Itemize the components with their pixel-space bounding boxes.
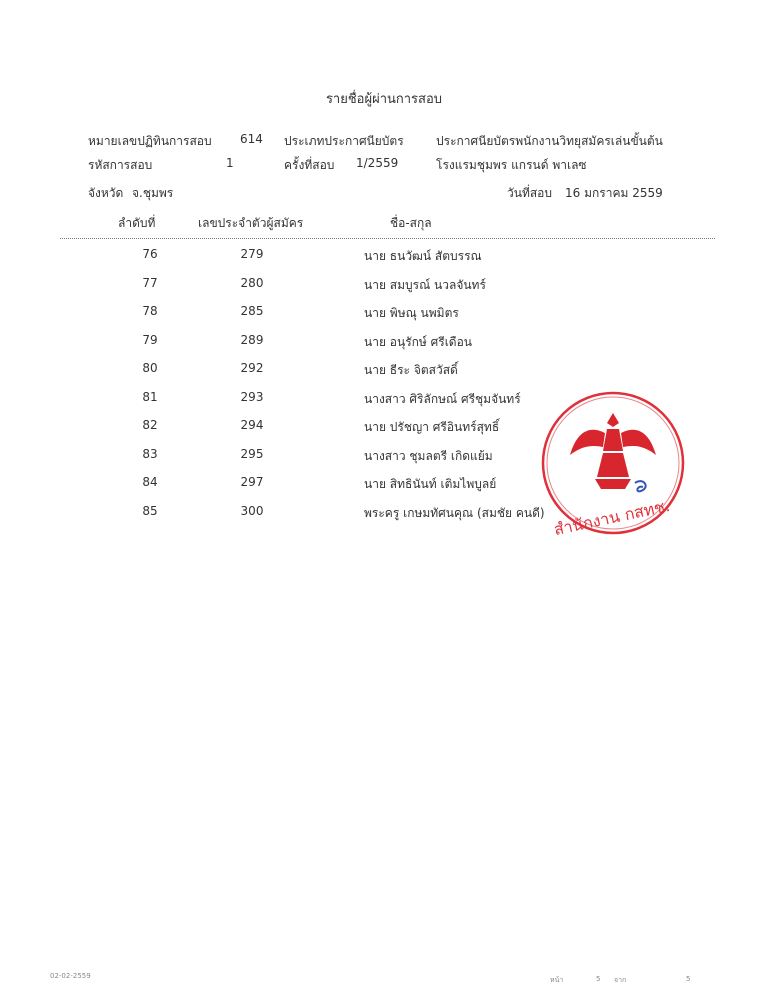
name-cell: พระครู เกษมทัศนคุณ (สมชัย คนดี): [364, 505, 545, 520]
date-label: วันที่สอบ: [507, 186, 552, 200]
order-cell: 77: [142, 275, 158, 290]
order-cell: 76: [142, 247, 158, 261]
order-cell: 85: [142, 503, 158, 518]
applicant-id-cell: 279: [240, 247, 264, 261]
order-cell: 82: [142, 418, 158, 432]
order-cell: 83: [142, 446, 158, 461]
table-row: [0, 276, 768, 296]
schedule-label: หมายเลขปฏิทินการสอบ: [88, 134, 212, 148]
total-pages: 5: [686, 975, 691, 983]
name-cell: นาย สิทธินันท์ เติมไพบูลย์: [364, 477, 497, 491]
order-cell: 79: [142, 332, 158, 347]
table-row: [0, 304, 768, 324]
applicant-id-cell: 285: [240, 304, 264, 318]
name-cell: นาย พิษณุ นพมิตร: [364, 306, 459, 320]
column-header-order: ลำดับที่: [118, 216, 156, 230]
official-seal-stamp: [535, 383, 685, 543]
venue: โรงแรมชุมพร แกรนด์ พาเลซ: [436, 158, 587, 172]
page-number: 5: [596, 975, 601, 983]
schedule-value: 614: [240, 132, 263, 146]
applicant-id-cell: 289: [240, 332, 264, 347]
exam-code-value: 1: [226, 156, 234, 170]
applicant-id-cell: 293: [240, 389, 264, 404]
of-label: จาก: [614, 976, 627, 984]
table-row: [0, 333, 768, 353]
order-cell: 84: [142, 475, 158, 489]
header-divider: [60, 238, 715, 239]
page-label: หน้า: [550, 976, 564, 984]
cert-type-value: ประกาศนียบัตรพนักงานวิทยุสมัครเล่นขั้นต้น: [436, 134, 663, 148]
print-date: 02-02-2559: [50, 972, 91, 980]
province-label: จังหวัด: [88, 186, 124, 200]
name-cell: นาย ธีระ จิตสวัสดิ์: [364, 363, 458, 377]
applicant-id-cell: 297: [240, 475, 264, 489]
name-cell: นาย อนุรักษ์ ศรีเดือน: [364, 334, 472, 349]
round-value: 1/2559: [356, 156, 399, 170]
page-title: รายชื่อผู้ผ่านการสอบ: [325, 92, 443, 107]
province-value: จ.ชุมพร: [132, 186, 174, 200]
column-header-name: ชื่อ-สกุล: [390, 216, 432, 230]
applicant-id-cell: 300: [240, 503, 264, 518]
order-cell: 80: [142, 361, 158, 375]
date-value: 16 มกราคม 2559: [565, 186, 663, 200]
applicant-id-cell: 294: [240, 418, 264, 432]
stamp-text: สำนักงาน กสทช.: [552, 496, 672, 540]
order-cell: 81: [142, 389, 158, 404]
name-cell: นางสาว ชุมลตรี เกิดแย้ม: [364, 448, 493, 463]
applicant-id-cell: 295: [240, 446, 264, 461]
name-cell: นาย ปรัชญา ศรีอินทร์สุทธิ์: [364, 420, 500, 434]
column-header-applicant-id: เลขประจำตัวผู้สมัคร: [198, 216, 304, 230]
name-cell: นาย ธนวัฒน์ สัตบรรณ: [364, 249, 482, 263]
exam-code-label: รหัสการสอบ: [88, 158, 153, 172]
order-cell: 78: [142, 304, 158, 318]
table-row: [0, 361, 768, 381]
name-cell: นาย สมบูรณ์ นวลจันทร์: [364, 277, 486, 292]
garuda-emblem-icon: [570, 413, 656, 489]
round-label: ครั้งที่สอบ: [284, 158, 335, 172]
applicant-id-cell: 280: [240, 275, 264, 290]
cert-type-label: ประเภทประกาศนียบัตร: [284, 134, 404, 148]
table-row: [0, 247, 768, 267]
name-cell: นางสาว ศิริลักษณ์ ศรีชุมจันทร์: [364, 391, 521, 406]
applicant-id-cell: 292: [240, 361, 264, 375]
